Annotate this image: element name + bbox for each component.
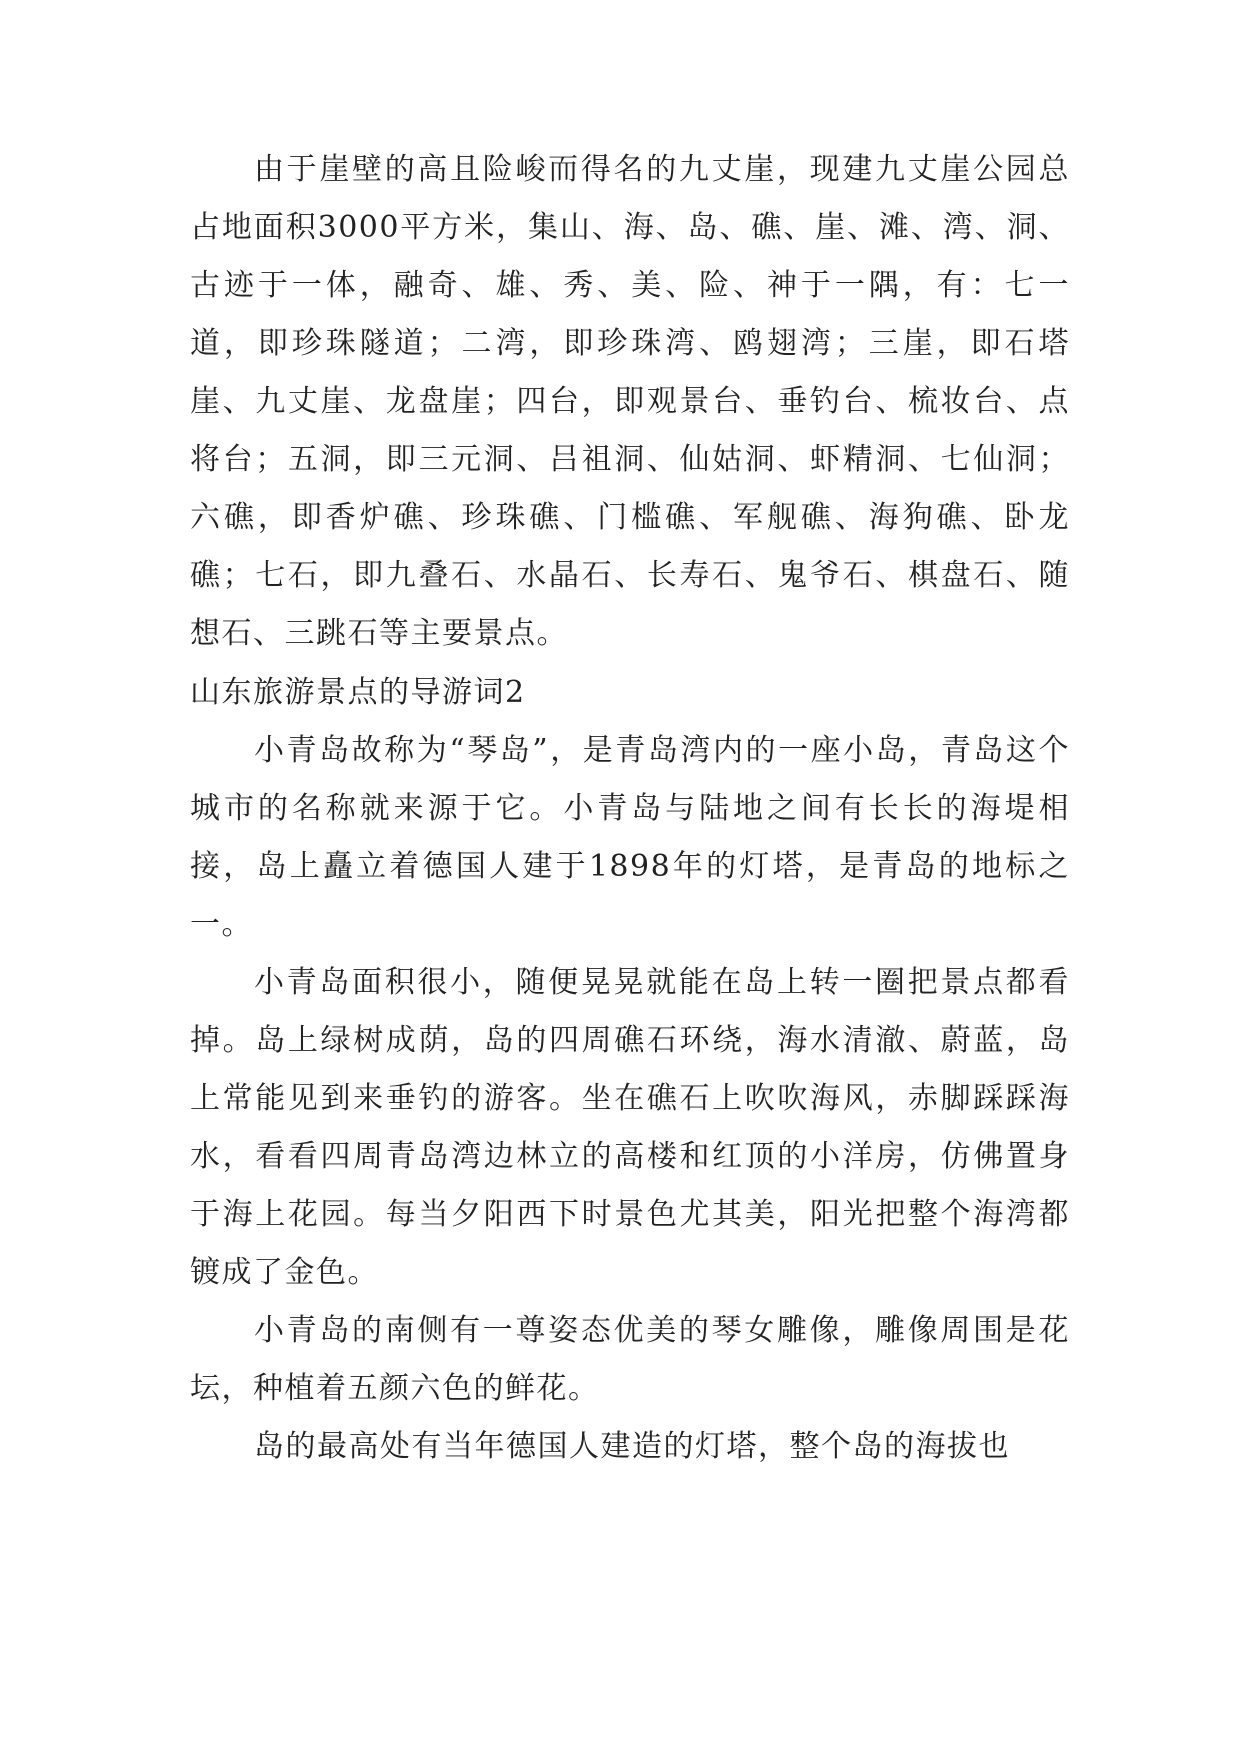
paragraph-jiuzhangya: 由于崖壁的高且险峻而得名的九丈崖，现建九丈崖公园总占地面积3000平方米，集山、海、岛、礁、崖、滩、湾、洞、古迹于一体，融奇、雄、秀、美、险、神于一隅，有：七一道，即珍珠隧道；二湾，即珍珠湾、鸥翅湾；三崖，即石塔崖、九丈崖、龙盘崖；四台，即观景台、垂钓台、梳妆台、点将台；五洞，即三元洞、吕祖洞、仙姑洞、虾精洞、七仙洞；六礁，即香炉礁、珍珠礁、门槛礁、军舰礁、海狗礁、卧龙礁；七石，即九叠石、水晶石、长寿石、鬼爷石、棋盘石、随想石、三跳石等主要景点。 [190,152,1070,651]
paragraph-qinnv-statue: 小青岛的南侧有一尊姿态优美的琴女雕像，雕像周围是花坛，种植着五颜六色的鲜花。 [190,1313,1070,1406]
paragraph-xiaoqingdao-scenery: 小青岛面积很小，随便晃晃就能在岛上转一圈把景点都看掉。岛上绿树成荫，岛的四周礁石环绕，海水清澈、蔚蓝，岛上常能见到来垂钓的游客。坐在礁石上吹吹海风，赤脚踩踩海水，看看四周青岛湾边林立的高楼和红顶的小洋房，仿佛置身于海上花园。每当夕阳西下时景色尤其美，阳光把整个海湾都镀成了金色。 [190,965,1070,1290]
paragraph-xiaoqingdao-intro: 小青岛故称为“琴岛”，是青岛湾内的一座小岛，青岛这个城市的名称就来源于它。小青岛与陆地之间有长长的海堤相接，岛上矗立着德国人建于1898年的灯塔，是青岛的地标之一。 [190,733,1070,942]
paragraph-lighthouse: 岛的最高处有当年德国人建造的灯塔，整个岛的海拔也 [254,1429,1010,1464]
section-heading: 山东旅游景点的导游词2 [190,675,526,710]
